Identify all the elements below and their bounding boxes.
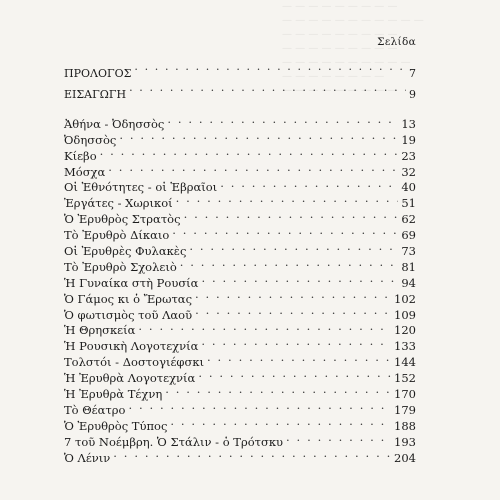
page-column-label: Σελίδα [377,36,416,48]
toc-entry-title: Τὸ Ἐρυθρὸ Δίκαιο [64,228,170,243]
toc-entry-page-number: 69 [401,228,416,243]
dot-leader [172,223,398,239]
toc-entry-title: Τολστόι - Δοστογιέφσκι [64,355,205,370]
toc-entry [64,176,416,195]
toc-entry-title: Ἀθήνα - Ὀδησσὸς [64,116,165,131]
toc-entry-page-number: 62 [401,212,416,227]
toc-entry-title: Οἱ Ἐρυθρὲς Φυλακὲς [64,244,187,259]
toc-entry-title: Μόσχα [64,164,106,179]
toc-entry-page-number: 152 [394,371,416,386]
dot-leader [100,144,399,160]
dot-leader [167,112,398,128]
toc-entry-page-number: 94 [401,275,416,290]
toc-entry-title: Ἡ Ἐρυθρὰ Τέχνη [64,387,163,402]
toc-entry-title: Ὁ φωτισμὸς τοῦ Λαοῦ [64,307,193,322]
dot-leader [134,56,406,77]
toc-entry-title: Ὁ Γάμος κι ὁ Ἔρωτας [64,291,193,306]
dot-leader [113,446,391,462]
toc-entry-title: Ἡ Ἐρυθρὰ Λογοτεχνία [64,371,196,386]
toc-entry-title: Ὁ Λένιν [64,450,111,465]
toc-entry-title: ΕΙΣΑΓΩΓΗ [64,88,127,101]
toc-entry-page-number: 120 [394,323,416,338]
toc-entry [64,160,416,179]
dot-leader [207,350,391,366]
toc-entry-page-number: 9 [409,88,416,101]
toc-entry [64,112,416,131]
toc-entry-title: ΠΡΟΛΟΓΟΣ [64,67,132,80]
toc-entry-title: Ὀδησσὸς [64,132,117,147]
dot-leader [176,191,399,207]
chapter-list [64,112,416,465]
toc-entry-title: Ἡ Θρησκεία [64,323,136,338]
dot-leader [195,287,391,303]
dot-leader [198,366,391,382]
dot-leader [220,176,398,192]
toc-entry-title: Ὁ Ἐρυθρὸς Τύπος [64,418,168,433]
toc-entry-page-number: 144 [394,355,416,370]
dot-leader [119,128,398,144]
toc-entry-title: Ἡ Ρουσικὴ Λογοτεχνία [64,339,199,354]
toc-entry-page-number: 188 [394,418,416,433]
toc-entry-page-number: 204 [394,450,416,465]
toc-entry [64,144,416,163]
toc-entry-title: Ὁ Ἐρυθρὸς Στρατὸς [64,212,181,227]
dot-leader [129,77,406,98]
toc-entry-page-number: 109 [394,307,416,322]
dot-leader [128,398,391,414]
toc-entry-page-number: 32 [401,164,416,179]
dot-leader [170,414,391,430]
toc-entry-title: Τὸ Ἐρυθρὸ Σχολειὸ [64,259,177,274]
dot-leader [189,239,398,255]
toc-entry-page-number: 23 [401,148,416,163]
toc-entry-title: Οἱ Ἑθνότητες - οἱ Ἑβραῖοι [64,180,218,195]
dot-leader [138,319,391,335]
front-matter-list [64,56,416,101]
show-through-text: — — — — — — — — — — — — — — — — — — — — — — — — — — — — — — — — — — — — — — — — — — — — — — — — — — — — — — — — — — — — — — — — — [282,1,424,96]
dot-leader [165,382,391,398]
toc-entry-page-number: 51 [401,196,416,211]
toc-entry-page-number: 81 [401,259,416,274]
toc-entry-page-number: 19 [401,132,416,147]
toc-entry-page-number: 102 [394,291,416,306]
dot-leader [201,334,391,350]
toc-entry-title: Ἡ Γυναίκα στὴ Ρουσία [64,275,199,290]
toc-entry-page-number: 73 [401,244,416,259]
toc-entry-page-number: 179 [394,402,416,417]
toc-entry [64,56,416,80]
toc-entry-title: Ἐργάτες - Χωρικοί [64,196,173,211]
dot-leader [286,430,391,446]
toc-entry-title: 7 τοῦ Νοέμβρη. Ὁ Στάλιν - ὁ Τρότσκυ [64,434,284,449]
toc-entry-page-number: 13 [401,116,416,131]
dot-leader [108,160,398,176]
dot-leader [201,271,398,287]
toc-entry-page-number: 133 [394,339,416,354]
dot-leader [180,255,399,271]
toc-entry-page-number: 193 [394,434,416,449]
toc-entry-page-number: 7 [409,67,416,80]
toc-entry-page-number: 40 [401,180,416,195]
toc-entry [64,446,416,465]
dot-leader [184,207,399,223]
toc-entry-title: Τὸ Θέατρο [64,402,126,417]
table-of-contents [64,34,416,465]
dot-leader [195,303,391,319]
toc-entry-title: Κίεβο [64,148,97,163]
toc-entry-page-number: 170 [394,387,416,402]
